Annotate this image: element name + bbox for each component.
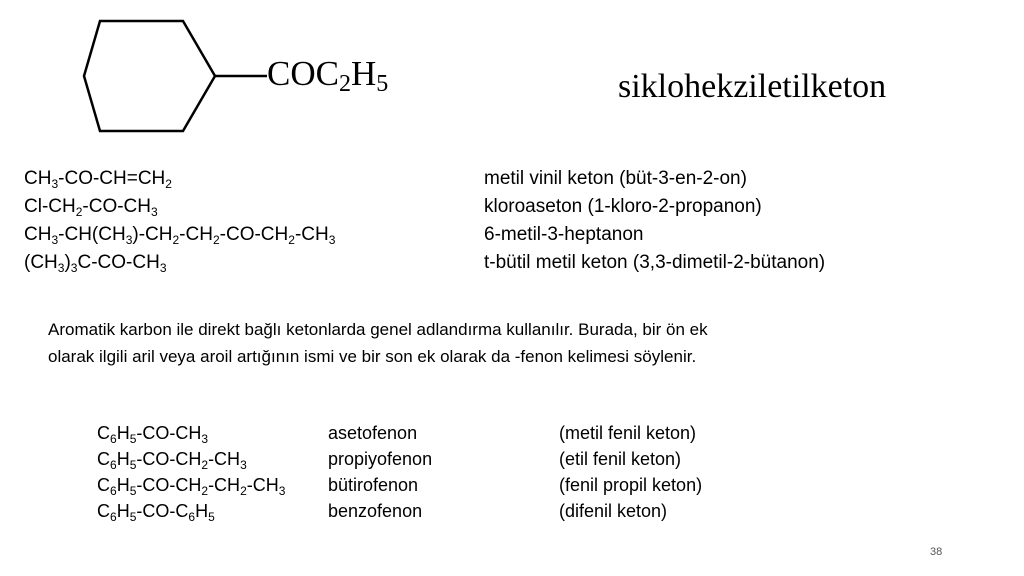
formula-text: Cl-CH (24, 196, 76, 217)
formula-subscript: 2 (212, 233, 220, 247)
aromatic-common-name: (fenil propil keton) (559, 475, 703, 495)
aliphatic-formula (24, 194, 158, 225)
formula-subscript: 2 (201, 484, 209, 498)
formula-text: -CH (208, 475, 241, 495)
aromatic-name: bütirofenon (328, 475, 419, 495)
formula-subscript: 3 (125, 233, 133, 247)
aliphatic-formula (24, 222, 335, 253)
aromatic-common-name: (metil fenil keton) (559, 423, 697, 443)
slide-number: 38 (930, 546, 943, 558)
formula-subscript: 6 (110, 432, 117, 446)
cyclohexane-ring (84, 21, 215, 131)
formula-text: CH (24, 168, 52, 189)
aliphatic-name: metil vinil keton (büt-3-en-2-on) (484, 168, 747, 189)
formula-text: C (97, 475, 110, 495)
formula-subscript: 3 (278, 484, 286, 498)
cyclohexane-ring-structure (80, 18, 270, 138)
formula-text: -CO-CH (136, 423, 202, 443)
aromatic-name: propiyofenon (328, 449, 433, 469)
formula-subscript: 2 (201, 458, 209, 472)
formula-subscript: 2 (75, 205, 83, 219)
formula-subscript: 2 (165, 177, 172, 191)
formula-text: -CO-CH (136, 449, 202, 469)
formula-text: -CH (246, 475, 279, 495)
aromatic-common-name: (difenil keton) (559, 501, 668, 521)
formula-text: -CH (294, 224, 329, 245)
formula-text: C (97, 501, 110, 521)
paragraph-line: Aromatik karbon ile direkt bağlı ketonlarda genel adlandırma kullanılır. Burada, bir ön ek (48, 320, 708, 339)
formula-text: ) (64, 252, 71, 273)
formula-text: C (97, 423, 110, 443)
aliphatic-formula (24, 250, 167, 281)
formula-subscript: 3 (328, 233, 336, 247)
formula-text: -CO-C (136, 501, 189, 521)
formula-subscript: 3 (57, 261, 65, 275)
formula-text: -CO-CH=CH (58, 168, 166, 189)
formula-subscript: 5 (129, 432, 137, 446)
formula-subscript: 2 (338, 71, 351, 97)
aliphatic-name: 6-metil-3-heptanon (484, 224, 644, 245)
formula-text: )-CH (132, 224, 173, 245)
formula-subscript: 5 (208, 510, 215, 524)
formula-text: H (116, 449, 130, 469)
aromatic-formula (97, 498, 215, 530)
aliphatic-name: kloroaseton (1-kloro-2-propanon) (484, 196, 762, 217)
formula-subscript: 3 (201, 432, 209, 446)
aliphatic-name: t-bütil metil keton (3,3-dimetil-2-bütanon) (484, 252, 826, 273)
compound-name: siklohekziletilketon (618, 68, 887, 105)
formula-subscript: 2 (240, 484, 247, 498)
formula-text: H (350, 54, 377, 93)
formula-subscript: 5 (129, 484, 137, 498)
formula-subscript: 2 (288, 233, 295, 247)
formula-subscript: 3 (151, 205, 158, 219)
formula-subscript: 3 (70, 261, 78, 275)
formula-text: H (116, 501, 130, 521)
formula-text: C (97, 449, 110, 469)
formula-subscript: 3 (159, 261, 167, 275)
formula-subscript: 3 (51, 233, 59, 247)
formula-text: COC (267, 54, 339, 93)
formula-text: -CH (208, 449, 241, 469)
naming-rule-paragraph (48, 316, 928, 370)
formula-subscript: 2 (172, 233, 180, 247)
formula-subscript: 3 (240, 458, 247, 472)
formula-text: -CH (179, 224, 213, 245)
formula-text: -CH(CH (58, 224, 126, 245)
formula-subscript: 6 (188, 510, 196, 524)
formula-text: -CO-CH (136, 475, 202, 495)
formula-text: C-CO-CH (77, 252, 160, 273)
paragraph-line: olarak ilgili aril veya aroil artığının ismi ve bir son ek olarak da -fenon kelimesi söylenir. (48, 347, 697, 366)
aromatic-common-name: (etil fenil keton) (559, 449, 682, 469)
formula-text: (CH (24, 252, 58, 273)
substituent-formula (267, 56, 388, 96)
formula-subscript: 3 (51, 177, 59, 191)
formula-subscript: 5 (129, 510, 137, 524)
aromatic-name: benzofenon (328, 501, 423, 521)
formula-subscript: 6 (110, 458, 117, 472)
formula-subscript: 6 (110, 510, 117, 524)
formula-subscript: 6 (110, 484, 117, 498)
formula-text: -CO-CH (219, 224, 289, 245)
formula-text: H (116, 475, 130, 495)
formula-text: H (195, 501, 209, 521)
aromatic-name: asetofenon (328, 423, 418, 443)
formula-text: CH (24, 224, 52, 245)
formula-text: H (116, 423, 130, 443)
formula-text: -CO-CH (82, 196, 152, 217)
formula-subscript: 5 (376, 71, 389, 97)
formula-subscript: 5 (129, 458, 137, 472)
aliphatic-formula (24, 166, 172, 197)
